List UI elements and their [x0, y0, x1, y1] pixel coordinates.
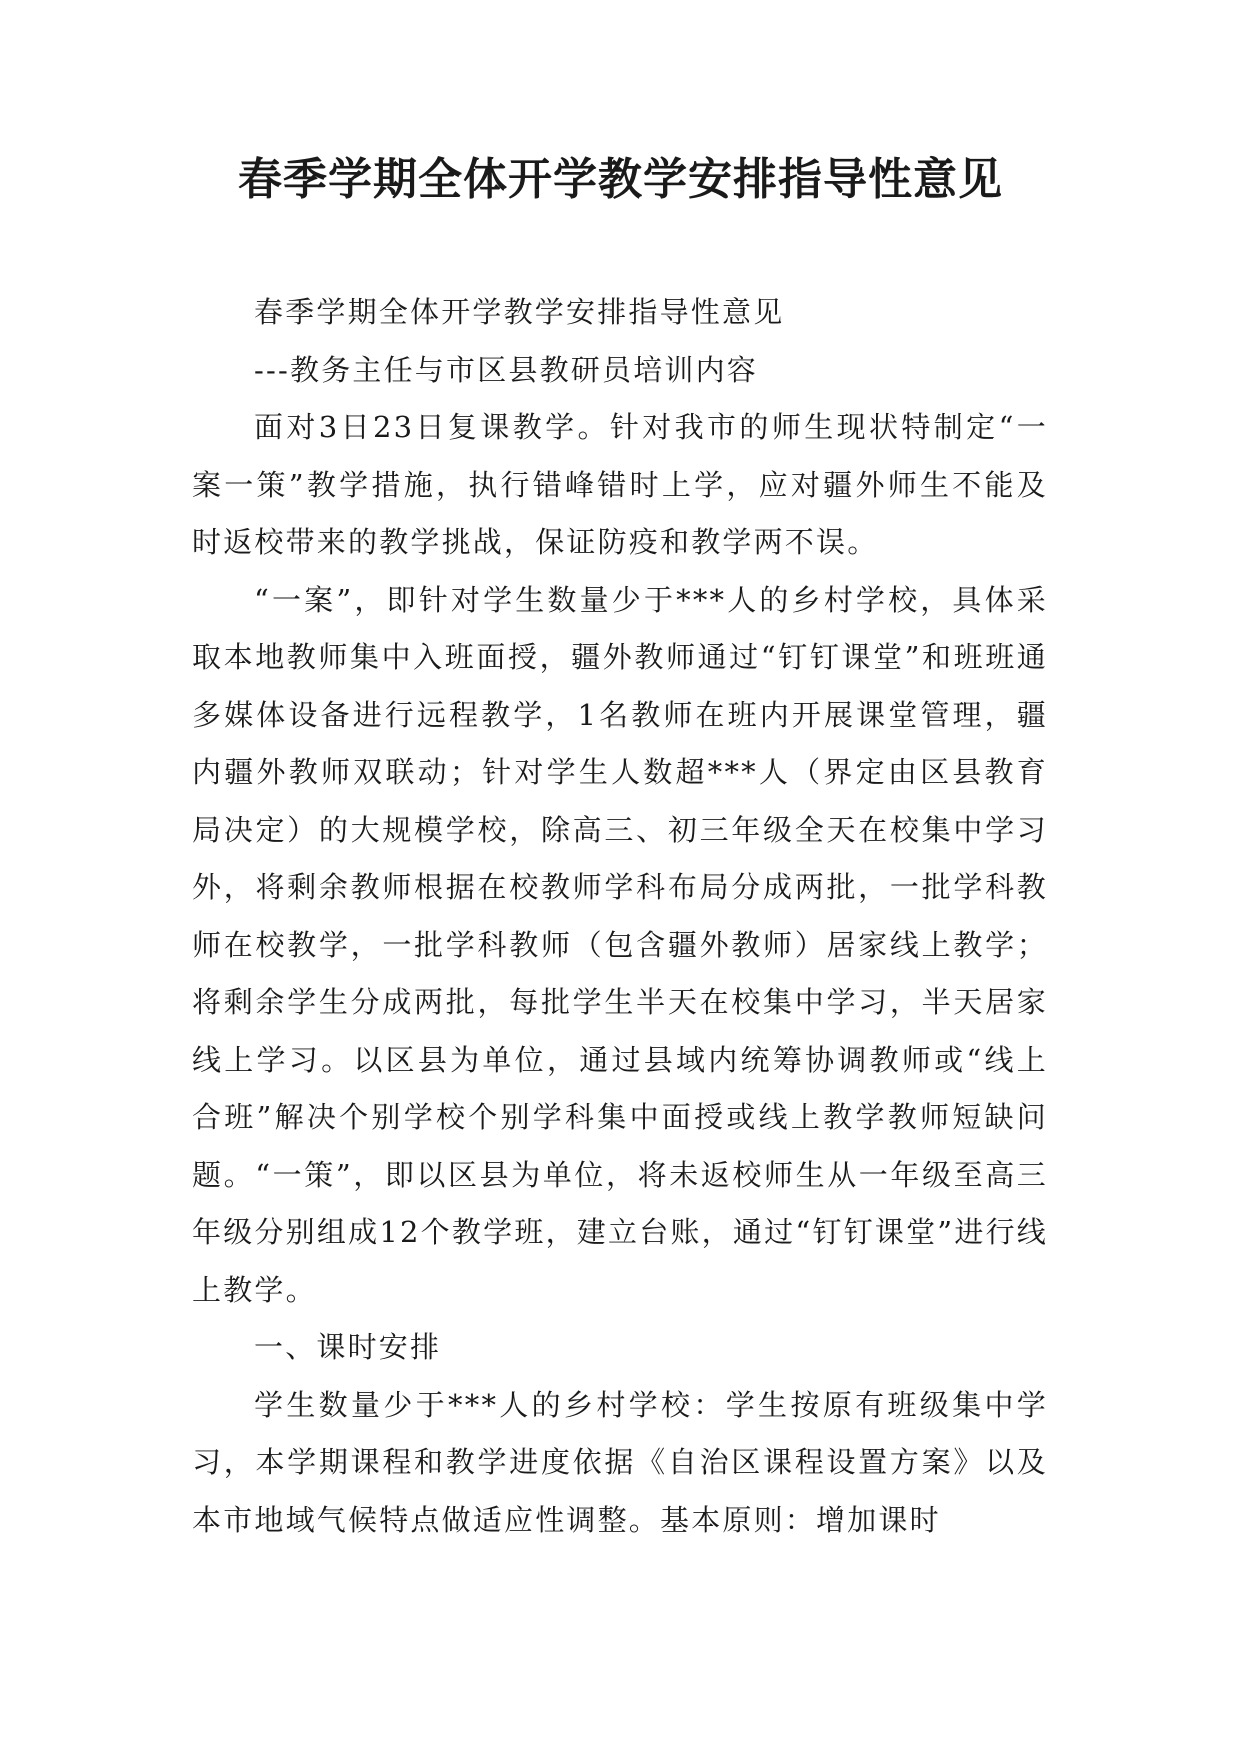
intro-paragraph: 面对3日23日复课教学。针对我市的师生现状特制定“一案一策”教学措施，执行错峰错时上学，应对疆外师生不能及时返校带来的教学挑战，保证防疫和教学两不误。: [192, 410, 1048, 559]
subtitle-paragraph: ---教务主任与市区县教研员培训内容: [254, 352, 758, 387]
policy-paragraph: “一案”，即针对学生数量少于***人的乡村学校，具体采取本地教师集中入班面授，疆外教师通过“钉钉课堂”和班班通多媒体设备进行远程教学，1名教师在班内开展课堂管理，疆内疆外教师双联动；针对学生人数超***人（界定由区县教育局决定）的大规模学校，除高三、初三年级全天在校集中学习外，将剩余教师根据在校教师学科布局分成两批，一批学科教师在校教学，一批学科教师（包含疆外教师）居家线上教学；将剩余学生分成两批，每批学生半天在校集中学习，半天居家线上学习。以区县为单位，通过县域内统筹协调教师或“线上合班”解决个别学校个别学科集中面授或线上教学教师短缺问题。“一策”，即以区县为单位，将未返校师生从一年级至高三年级分别组成12个教学班，建立台账，通过“钉钉课堂”进行线上教学。: [192, 582, 1048, 1307]
schedule-paragraph: 学生数量少于***人的乡村学校：学生按原有班级集中学习，本学期课程和教学进度依据《自治区课程设置方案》以及本市地域气候特点做适应性调整。基本原则：增加课时: [192, 1387, 1048, 1537]
repeated-title-paragraph: 春季学期全体开学教学安排指导性意见: [254, 295, 785, 329]
document-title: 春季学期全体开学教学安排指导性意见: [238, 154, 1003, 205]
document-body: [192, 284, 1048, 1549]
section-heading: 一、课时安排: [254, 1330, 442, 1364]
